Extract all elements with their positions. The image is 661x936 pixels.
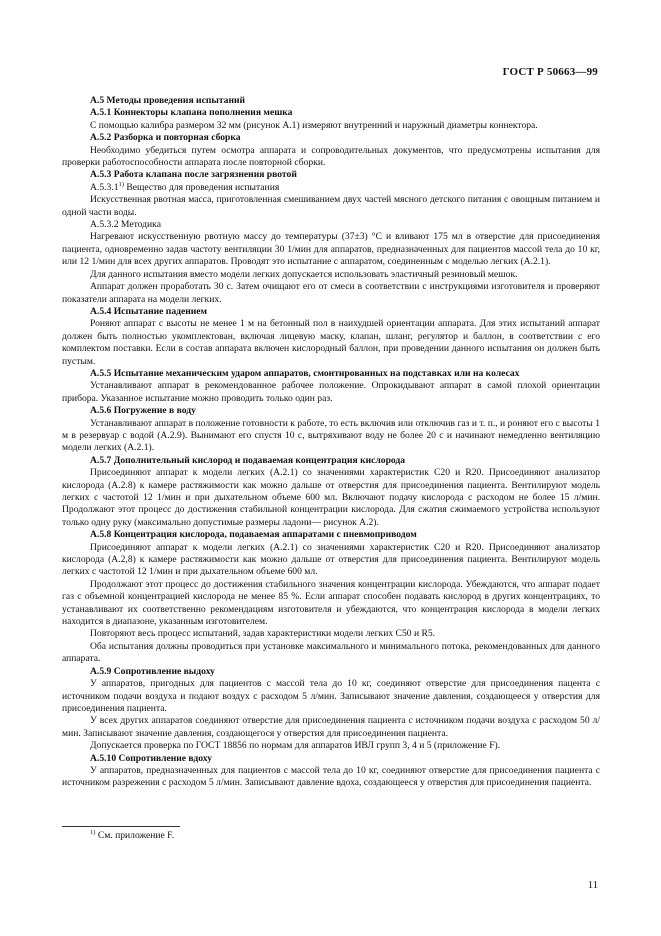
block-text: А.5.10 Сопротивление вдоху (90, 752, 213, 764)
section-heading (62, 405, 600, 417)
document-body (62, 95, 600, 790)
section-heading (62, 368, 600, 380)
paragraph (62, 715, 600, 740)
block-text: У аппаратов, пригодных для пациентов с массой тела до 10 кг, соединяют отверстие для присоединения пацента с источником подачи воздуха и подают воздух с расходом 5 л/мин. Записывают значение давления, создающееся у отверстия для присоединения пациента. (62, 678, 600, 714)
block-text: А.5.3.2 Методика (90, 219, 161, 231)
paragraph (62, 318, 600, 368)
block-text: Допускается проверка по ГОСТ 18856 по нормам для аппаратов ИВЛ групп 3, 4 и 5 (приложение F). (90, 740, 501, 752)
block-text: А.5 Методы проведения испытаний (90, 95, 246, 106)
block-text: А.5.4 Испытание падением (90, 305, 208, 317)
paragraph (62, 418, 600, 455)
block-text: Искусственная рвотная масса, приготовленная смешиванием двух частей мясного детского питания с овощным питанием и одной части воды. (62, 194, 600, 218)
paragraph (62, 145, 600, 170)
footnote-text: См. приложение F. (95, 830, 175, 841)
block-text: Присоединяют аппарат к модели легких (А.2.1) со значениями характеристик C20 и R20. Присоединяют анализатор кислорода (А.2.8) к камере растяжимости как можно дальше от отверстия для присоединения пациента. Вентилируют модель легких с частотой 12 1/мин и при дыхательном объеме 600 мл. Включают подачу кислорода с расходом не более 15 л/мин. Продолжают этот процесс до достижения стабильной концентрации кислорода. Для сжатия сжимаемого устройства используют только одну руку (максимально допустимые размеры ладони— рисунок А.2). (62, 467, 600, 528)
paragraph (62, 269, 600, 281)
section-heading (62, 169, 600, 181)
block-text-continued: Вещество для проведения испытания (123, 181, 280, 193)
paragraph (62, 628, 600, 640)
block-text: У всех других аппаратов соединяют отверстие для присоединения пациента с источником подачи воздуха с расходом 50 л/мин. Записывают значение давления, создающегося у отверстия для присоединения пациента. (62, 715, 600, 739)
paragraph (62, 740, 600, 752)
block-text: Необходимо убедиться путем осмотра аппарата и сопроводительных документов, что предусмотрены испытания для проверки работоспособности аппарата после повторной сборки. (62, 144, 600, 169)
section-heading (62, 132, 600, 144)
block-text: С помощью калибра размером 32 мм (рисунок А.1) измеряют внутренний и наружный диаметры коннектора. (90, 119, 538, 131)
block-text: Присоединяют аппарат к модели легких (А.2.1) со значениями характеристик C20 и R20. Присоединяют анализатор кислорода (А.2,8) к камере растяжимости как можно дальше от отверстия для присоединения пациента. Вентилируют модель легких с частотой 12 1/мин и при дыхательном объеме 600 мл. (62, 541, 600, 578)
block-text: А.5.1 Коннекторы клапана пополнения мешка (90, 107, 293, 119)
paragraph (62, 194, 600, 219)
block-text: Оба испытания должны проводиться при установке максимального и минимального потока, рекомендованных для данного аппарата. (62, 640, 600, 665)
block-text: Продолжают этот процесс до достижения стабильного значения концентрации кислорода. Убеждаются, что аппарат подает газ с объемной концентрацией кислорода не менее 85 %. Если аппарат способен подавать кислород в других концентрациях, то устанавливают их соответственно рекомендациям изготовителя и убеждаются, что концентрация кислорода в модели легких находится в диапазоне, указанным изготовителем. (62, 578, 600, 628)
page-number: 11 (587, 880, 598, 891)
block-text: Устанавливают аппарат в рекомендованное рабочее положение. Опрокидывают аппарат в самой плохой ориентации прибора. Указанное испытание можно проводить только один раз. (62, 380, 600, 404)
block-text: А.5.6 Погружение в воду (90, 405, 196, 417)
block-text: А.5.7 Дополнительный кислород и подаваемая концентрация кислорода (90, 454, 406, 466)
section-heading (62, 306, 600, 318)
paragraph (62, 182, 600, 194)
paragraph (62, 467, 600, 529)
section-heading (62, 753, 600, 765)
block-text: Повторяют весь процесс испытаний, задав характеристики модели легких C50 и R5. (90, 628, 436, 640)
block-text: Устанавливают аппарат в положение готовности к работе, то есть включив или отключив газ и т. п., и роняют его с высоты 1 м в резервуар с водой (А.2.9). Вынимают его спустя 10 с, вытряхивают воду не более 20 с и начинают немедленно вентиляцию модели легких (А.2.1). (62, 417, 600, 454)
paragraph (62, 765, 600, 790)
paragraph (62, 380, 600, 405)
block-text: А.5.5 Испытание механическим ударом аппаратов, смонтированных на подставках или на колесах (90, 367, 520, 379)
section-heading (62, 529, 600, 541)
section-heading (62, 666, 600, 678)
block-text: А.5.3 Работа клапана после загрязнения рвотой (90, 169, 297, 181)
footnote-reference: 1) (118, 180, 124, 188)
section-heading (62, 95, 600, 107)
section-heading (62, 107, 600, 119)
paragraph (62, 219, 600, 231)
block-text: А.5.2 Разборка и повторная сборка (90, 132, 241, 144)
block-text: Аппарат должен проработать 30 с. Затем очищают его от смеси в соответствии с инструкциями изготовителя и проверяют показатели аппарата на модели легких. (62, 281, 600, 305)
block-text: А.5.3.1 (90, 181, 119, 193)
paragraph (62, 120, 600, 132)
footnote-marker: 1) (90, 828, 96, 836)
footnote-divider (62, 826, 180, 827)
block-text: У аппаратов, предназначенных для пациентов с массой тела до 10 кг, соединяют отверстие для присоединения пациента с источником разрежения с расходом 5 л/мин. Записывают давление вдоха, создающееся у отверстия для присоединения пациента. (62, 764, 600, 789)
block-text: Нагревают искусственную рвотную массу до температуры (37±3) °С и вливают 175 мл в отверстие для присоединения пациента, одновременно задав частоту вентиляции 30 1/мин для аппаратов, предназначенных для пациентов массой тела до 10 кг, или 12 1/мин для всех других аппаратов. Проводят это испытание с аппаратом, соединенным с моделью легких (А.2.1). (62, 231, 600, 268)
block-text: А.5.8 Концентрация кислорода, подаваемая аппаратами с пневмоприводом (90, 529, 417, 541)
section-heading (62, 455, 600, 467)
document-header: ГОСТ Р 50663—99 (502, 66, 598, 78)
block-text: Для данного испытания вместо модели легких допускается использовать эластичный резиновый мешок. (90, 268, 518, 280)
paragraph (62, 231, 600, 268)
paragraph (62, 281, 600, 306)
block-text: А.5.9 Сопротивление выдоху (90, 665, 215, 677)
footnote (90, 830, 174, 842)
paragraph (62, 542, 600, 579)
block-text: Роняют аппарат с высоты не менее 1 м на бетонный пол в наихудшей ориентации аппарата. Для этих испытаний аппарат должен быть полностью укомплектован, включая лицевую маску, клапан, шланг, регулятор и баллон, в соответствии с его комплектом поставки. Если в состав аппарата включен кислородный баллон, при проведении данного испытания он должен быть пустым. (62, 318, 600, 367)
paragraph (62, 579, 600, 629)
paragraph (62, 678, 600, 715)
paragraph (62, 641, 600, 666)
